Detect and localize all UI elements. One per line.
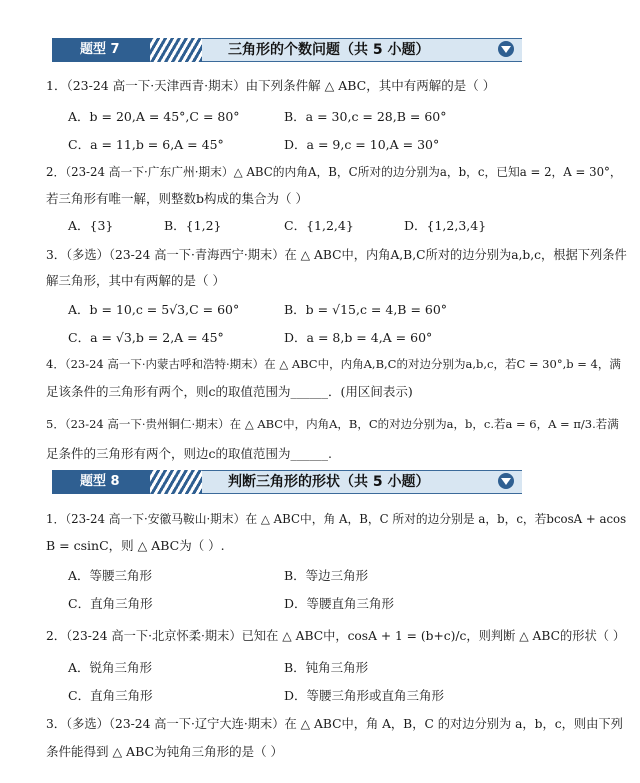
question-stem-cont: 若三角形有唯一解，则整数b构成的集合为（ ） xyxy=(46,191,308,206)
chevron-down-icon[interactable] xyxy=(498,473,514,489)
option-b: B．a = 30,c = 28,B = 60° xyxy=(284,109,447,124)
option-b: B．{1,2} xyxy=(164,218,222,233)
option-c: C．a = √3,b = 2,A = 45° xyxy=(68,330,224,345)
option-a: A．b = 10,c = 5√3,C = 60° xyxy=(68,302,240,317)
option-a: A．等腰三角形 xyxy=(68,568,153,583)
question-stem: 2．（23-24 高一下·北京怀柔·期末）已知在 △ ABC中，cosA + 1 = (b+c)/c，则判断 △ ABC的形状（ ） xyxy=(46,629,626,643)
question-stem-cont: 条件能得到 △ ABC为钝角三角形的是（ ） xyxy=(46,744,284,759)
question-stem: 2．（23-24 高一下·广东广州·期末）△ ABC的内角A，B，C所对的边分别为a，b，c，已知a = 2，A = 30°， xyxy=(46,165,622,179)
option-d: D．a = 8,b = 4,A = 60° xyxy=(284,330,433,345)
question-stem-cont: 足该条件的三角形有两个，则c的取值范围为______．(用区间表示) xyxy=(46,384,413,399)
option-c: C．直角三角形 xyxy=(68,596,153,611)
option-d: D．a = 9,c = 10,A = 30° xyxy=(284,137,440,152)
option-d: D．等腰三角形或直角三角形 xyxy=(284,688,445,703)
option-a: A．{3} xyxy=(68,218,114,233)
question-stem: 5．（23-24 高一下·贵州铜仁·期末）在 △ ABC中，内角A，B，C的对边分别为a，b，c.若a = 6，A = π/3.若满 xyxy=(46,417,619,431)
option-b: B．等边三角形 xyxy=(284,568,369,583)
question-stem: 4．（23-24 高一下·内蒙古呼和浩特·期末）在 △ ABC中，内角A,B,C的对边分别为a,b,c，若C = 30°,b = 4，满 xyxy=(46,357,621,371)
banner-stripe xyxy=(150,38,208,62)
option-d: D．等腰直角三角形 xyxy=(284,596,395,611)
option-c: C．a = 11,b = 6,A = 45° xyxy=(68,137,224,152)
question-stem: 3．（多选）（23-24 高一下·辽宁大连·期末）在 △ ABC中，角 A，B，C 的对边分别为 a，b，c，则由下列 xyxy=(46,717,623,731)
option-d: D．{1,2,3,4} xyxy=(404,218,487,233)
section-title: 判断三角形的形状（共 5 小题） xyxy=(202,470,522,494)
option-b: B．b = √15,c = 4,B = 60° xyxy=(284,302,448,317)
section-tag: 题型 8 xyxy=(52,470,172,494)
section-banner-7 xyxy=(52,38,522,62)
section-tag: 题型 7 xyxy=(52,38,172,62)
section-banner-8 xyxy=(52,470,522,494)
question-stem-cont: B = csinC，则 △ ABC为（ ）. xyxy=(46,538,225,553)
option-a: A．锐角三角形 xyxy=(68,660,153,675)
question-stem-cont: 足条件的三角形有两个，则边c的取值范围为______. xyxy=(46,446,332,461)
question-stem: 1．（23-24 高一下·安徽马鞍山·期末）在 △ ABC中，角 A，B，C 所对的边分别是 a，b，c，若bcosA + acos xyxy=(46,512,627,526)
question-stem: 1．（23-24 高一下·天津西青·期末）由下列条件解 △ ABC，其中有两解的是（ ） xyxy=(46,78,496,93)
option-a: A．b = 20,A = 45°,C = 80° xyxy=(68,109,240,124)
option-c: C．{1,2,4} xyxy=(284,218,354,233)
chevron-down-icon[interactable] xyxy=(498,41,514,57)
section-title: 三角形的个数问题（共 5 小题） xyxy=(202,38,522,62)
question-stem-cont: 解三角形，其中有两解的是（ ） xyxy=(46,273,225,288)
option-c: C．直角三角形 xyxy=(68,688,153,703)
option-b: B．钝角三角形 xyxy=(284,660,369,675)
banner-stripe xyxy=(150,470,208,494)
question-stem: 3．（多选）（23-24 高一下·青海西宁·期末）在 △ ABC中，内角A,B,C所对的边分别为a,b,c，根据下列条件 xyxy=(46,248,627,262)
